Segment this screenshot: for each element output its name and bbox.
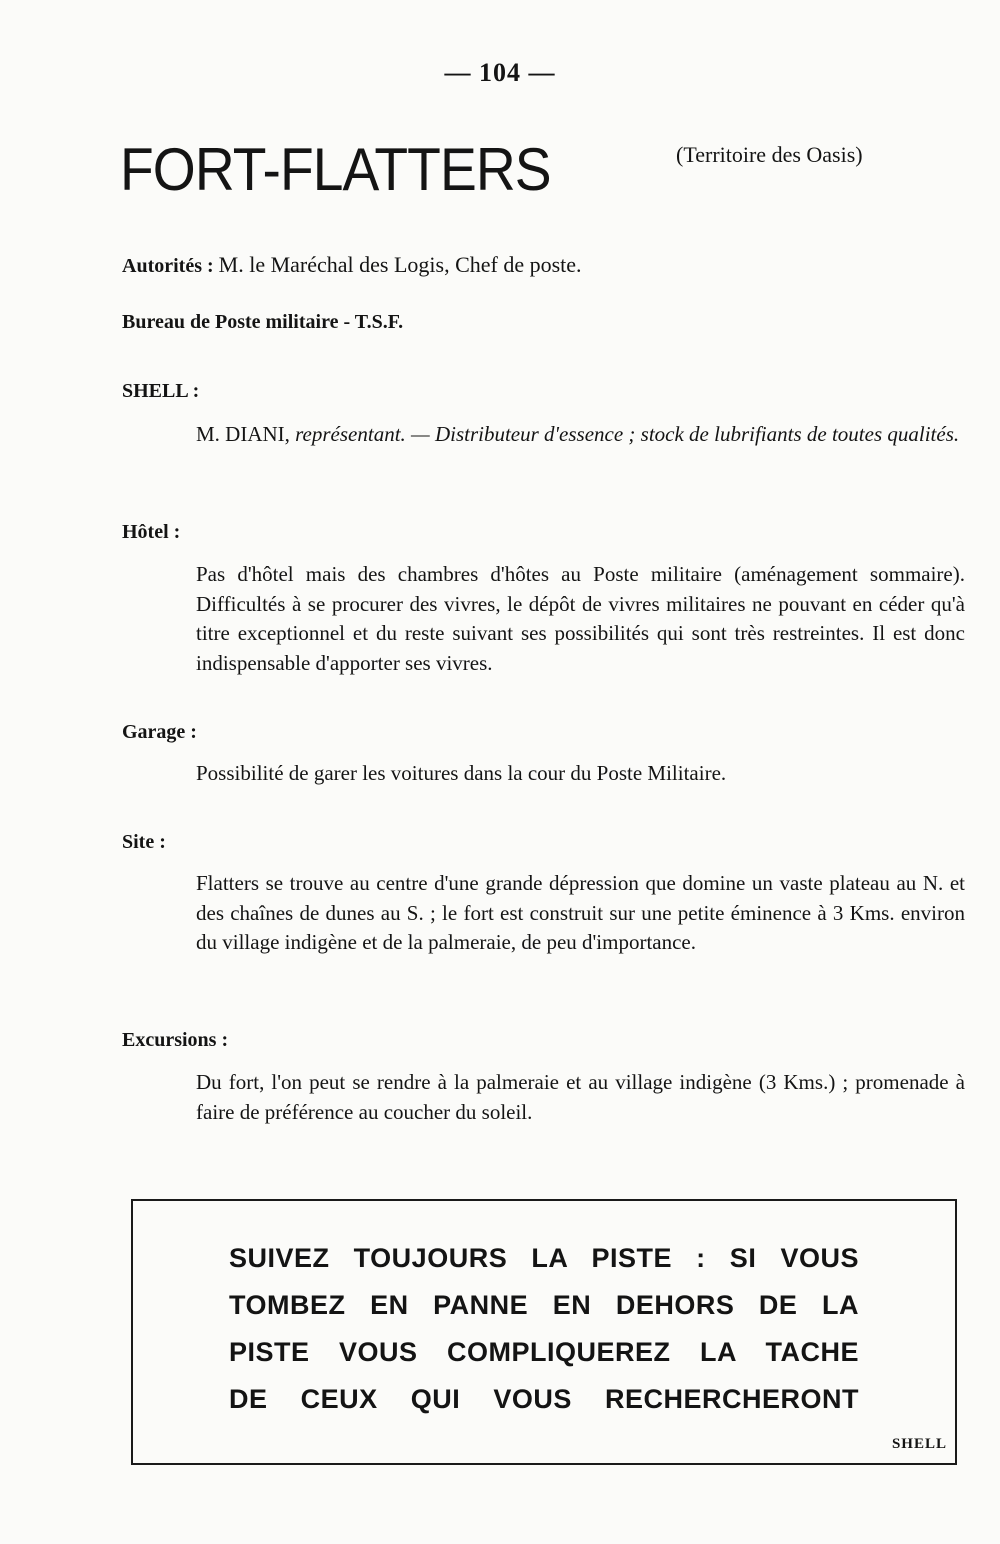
shell-role: représentant.: [295, 422, 406, 446]
post-office-line: Bureau de Poste militaire - T.S.F.: [122, 311, 404, 333]
site-paragraph: Flatters se trouve au centre d'une grande dépression que domine un vaste plateau au N. et des chaînes de dunes au S. ; le fort est construit sur une petite éminence à 3 Kms. environ du village indigène et de la palmeraie, de peu d'importance.: [196, 871, 965, 954]
shell-heading: SHELL :: [122, 380, 200, 402]
authorities-line: [122, 252, 582, 278]
notice-text: [229, 1235, 859, 1423]
notice-line: SUIVEZ TOUJOURS LA PISTE : SI VOUS: [229, 1243, 859, 1273]
shell-paragraph: [196, 420, 965, 450]
excursions-heading: Excursions :: [122, 1029, 229, 1051]
notice-box: [131, 1199, 957, 1465]
page-subtitle: (Territoire des Oasis): [676, 142, 863, 167]
authorities-label: Autorités :: [122, 255, 214, 277]
page-title: FORT-FLATTERS: [120, 136, 551, 203]
shell-name: M. DIANI,: [196, 422, 290, 446]
site-heading: Site :: [122, 831, 166, 853]
hotel-heading: Hôtel :: [122, 521, 181, 543]
notice-line: PISTE VOUS COMPLIQUEREZ LA TACHE: [229, 1337, 859, 1367]
notice-line: DE CEUX QUI VOUS RECHERCHERONT: [229, 1384, 859, 1414]
garage-paragraph: Possibilité de garer les voitures dans la cour du Poste Militaire.: [196, 761, 727, 785]
excursions-paragraph: Du fort, l'on peut se rendre à la palmeraie et au village indigène (3 Kms.) ; promenade à faire de préférence au coucher du soleil.: [196, 1070, 965, 1124]
shell-text: — Distributeur d'essence ; stock de lubrifiants de toutes qualités.: [411, 422, 960, 446]
page-number: — 104 —: [444, 58, 556, 87]
authorities-text: M. le Maréchal des Logis, Chef de poste.: [218, 252, 582, 277]
garage-heading: Garage :: [122, 721, 197, 743]
hotel-paragraph: Pas d'hôtel mais des chambres d'hôtes au Poste militaire (aménagement sommaire). Difficultés à se procurer des vivres, le dépôt de vivres militaires ne pouvant en céder qu'à titre exceptionnel et du reste suivant ses possibilités qui sont très restreintes. Il est donc indispensable d'apporter ses vivres.: [196, 562, 965, 675]
notice-signature: SHELL: [891, 1436, 947, 1452]
notice-line: TOMBEZ EN PANNE EN DEHORS DE LA: [229, 1290, 859, 1320]
